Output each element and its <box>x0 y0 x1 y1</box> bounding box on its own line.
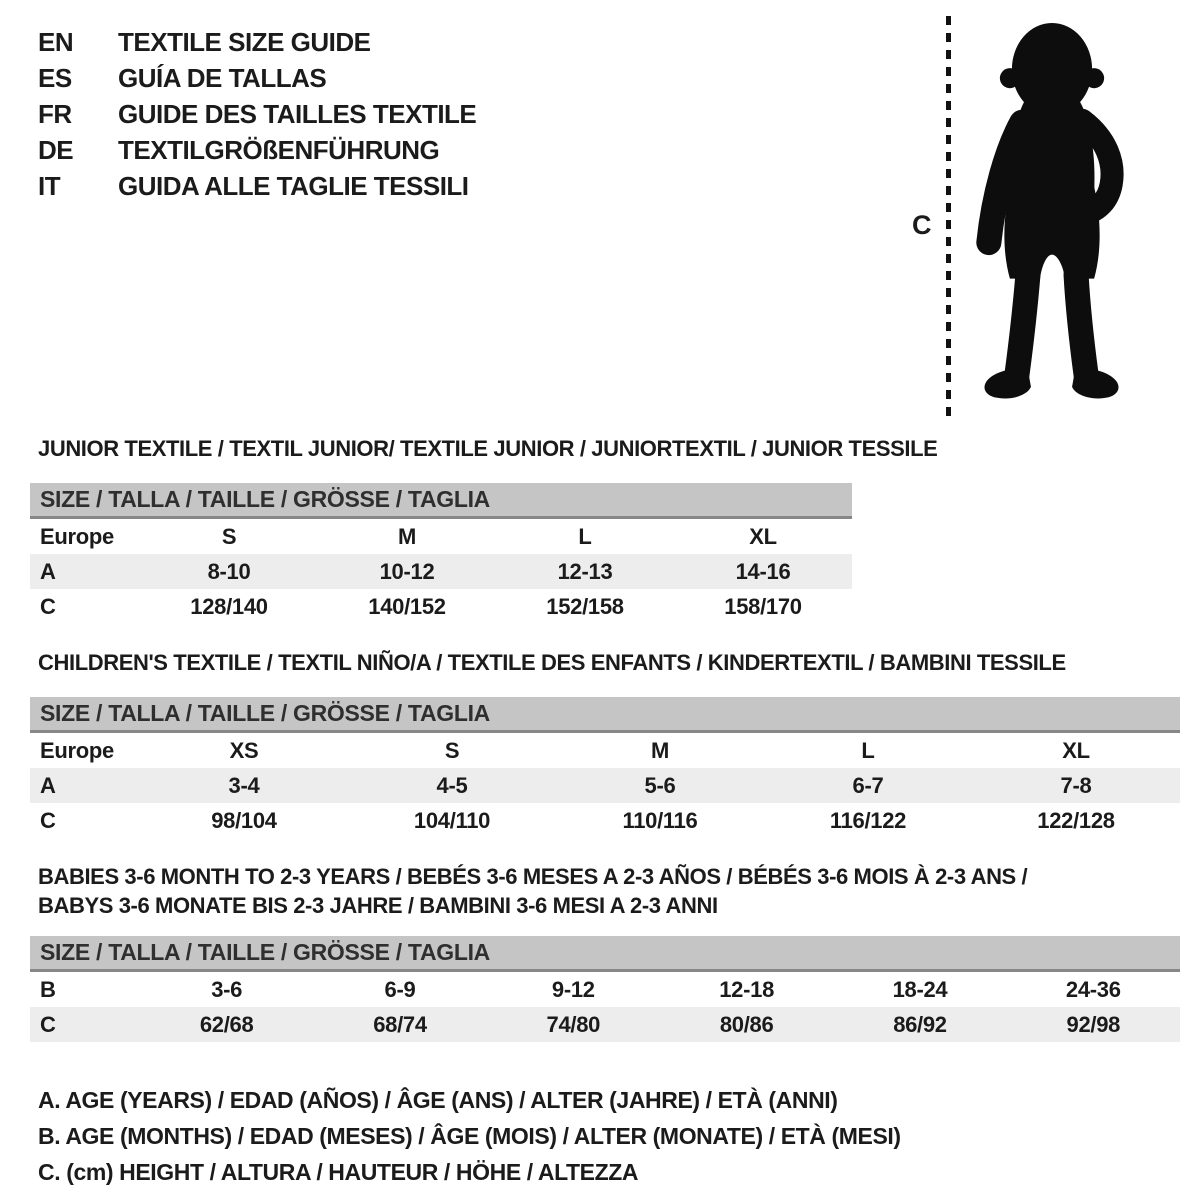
language-title: GUIDA ALLE TAGLIE TESSILI <box>118 170 469 201</box>
language-title: GUIDE DES TAILLES TEXTILE <box>118 98 477 129</box>
language-list <box>38 24 476 204</box>
section-heading: BABYS 3-6 MONATE BIS 2-3 JAHRE / BAMBINI 3-6 MESI A 2-3 ANNI <box>38 893 718 918</box>
cell-value: 140/152 <box>368 593 446 619</box>
height-figure <box>900 12 1160 422</box>
row-label: B <box>40 976 56 1002</box>
size-header-label: SIZE / TALLA / TAILLE / GRÖSSE / TAGLIA <box>40 939 490 965</box>
row-label: A <box>40 772 56 798</box>
toddler-silhouette-icon <box>962 12 1138 418</box>
table-row-c <box>30 803 1180 838</box>
cell-value: 110/116 <box>622 807 698 833</box>
section-heading-block <box>30 434 1186 463</box>
table-row-c <box>30 589 852 624</box>
language-code: ES <box>38 62 72 93</box>
row-label: A <box>40 558 56 584</box>
legend-line-a: A. AGE (YEARS) / EDAD (AÑOS) / ÂGE (ANS) / ALTER (JAHRE) / ETÀ (ANNI) <box>38 1087 838 1113</box>
cell-value: 3-4 <box>228 772 260 798</box>
section-1 <box>30 648 1186 838</box>
cell-value: 3-6 <box>211 976 243 1002</box>
language-title: TEXTILGRÖßENFÜHRUNG <box>118 134 440 165</box>
cell-value: 92/98 <box>1066 1011 1121 1037</box>
cell-value: S <box>221 523 237 549</box>
cell-value: 122/128 <box>1037 807 1115 833</box>
cell-value: M <box>650 737 670 763</box>
cell-value: 116/122 <box>829 807 907 833</box>
cell-value: 4-5 <box>436 772 468 798</box>
height-label-c: C <box>912 210 932 240</box>
size-header-label: SIZE / TALLA / TAILLE / GRÖSSE / TAGLIA <box>40 486 490 512</box>
cell-value: 98/104 <box>211 807 277 833</box>
cell-value: 80/86 <box>719 1011 774 1037</box>
legend-line-b: B. AGE (MONTHS) / EDAD (MESES) / ÂGE (MOIS) / ALTER (MONATE) / ETÀ (MESI) <box>38 1123 901 1149</box>
size-tables <box>30 434 1186 1190</box>
section-2 <box>30 862 1186 1042</box>
size-header-bar <box>30 936 1180 972</box>
table-row-a <box>30 554 852 589</box>
size-header-bar <box>30 483 852 519</box>
row-label: Europe <box>40 737 114 763</box>
cell-value: 86/92 <box>893 1011 947 1037</box>
cell-value: 158/170 <box>724 593 802 619</box>
cell-value: L <box>578 523 592 549</box>
row-label: Europe <box>40 523 114 549</box>
row-label: C <box>40 593 56 619</box>
section-0 <box>30 434 1186 624</box>
section-heading: BABIES 3-6 MONTH TO 2-3 YEARS / BEBÉS 3-6 MESES A 2-3 AÑOS / BÉBÉS 3-6 MOIS À 2-3 ANS / <box>38 864 1028 889</box>
section-heading: CHILDREN'S TEXTILE / TEXTIL NIÑO/A / TEXTILE DES ENFANTS / KINDERTEXTIL / BAMBINI TESSILE <box>38 650 1066 675</box>
cell-value: 14-16 <box>735 558 791 584</box>
cell-value: 128/140 <box>190 593 268 619</box>
cell-value: M <box>397 523 417 549</box>
cell-value: 74/80 <box>546 1011 601 1037</box>
section-heading-block <box>30 648 1186 677</box>
cell-value: S <box>444 737 460 763</box>
cell-value: L <box>861 737 875 763</box>
size-table <box>30 733 1180 838</box>
height-measure-line <box>944 12 953 420</box>
row-label: C <box>40 807 56 833</box>
cell-value: XL <box>749 523 777 549</box>
cell-value: 5-6 <box>644 772 676 798</box>
language-row-en <box>38 24 476 60</box>
size-header-bar <box>30 697 1180 733</box>
language-title: GUÍA DE TALLAS <box>118 62 327 93</box>
cell-value: 18-24 <box>892 976 948 1002</box>
cell-value: 6-7 <box>852 772 884 798</box>
table-row-b <box>30 972 1180 1007</box>
cell-value: 12-18 <box>719 976 775 1002</box>
table-row-c <box>30 1007 1180 1042</box>
table-row-europe <box>30 519 852 554</box>
cell-value: 9-12 <box>551 976 595 1002</box>
row-label: C <box>40 1011 56 1037</box>
section-heading-block <box>30 862 1186 920</box>
language-row-it <box>38 168 476 204</box>
cell-value: 104/110 <box>413 807 491 833</box>
cell-value: XL <box>1062 737 1090 763</box>
size-table <box>30 972 1180 1042</box>
language-row-fr <box>38 96 476 132</box>
language-title: TEXTILE SIZE GUIDE <box>118 26 371 57</box>
cell-value: 8-10 <box>207 558 251 584</box>
table-row-europe <box>30 733 1180 768</box>
cell-value: XS <box>229 737 259 763</box>
cell-value: 6-9 <box>384 976 416 1002</box>
language-code: IT <box>38 170 61 201</box>
legend-line-c: C. (cm) HEIGHT / ALTURA / HAUTEUR / HÖHE / ALTEZZA <box>38 1159 639 1185</box>
cell-value: 10-12 <box>379 558 435 584</box>
cell-value: 68/74 <box>373 1011 427 1037</box>
language-code: DE <box>38 134 74 165</box>
table-row-a <box>30 768 1180 803</box>
section-heading: JUNIOR TEXTILE / TEXTIL JUNIOR/ TEXTILE JUNIOR / JUNIORTEXTIL / JUNIOR TESSILE <box>38 436 938 461</box>
cell-value: 24-36 <box>1065 976 1121 1002</box>
size-table <box>30 519 852 624</box>
legend <box>38 1082 1186 1190</box>
cell-value: 12-13 <box>557 558 613 584</box>
cell-value: 7-8 <box>1060 772 1092 798</box>
language-code: FR <box>38 98 72 129</box>
language-row-es <box>38 60 476 96</box>
cell-value: 152/158 <box>546 593 624 619</box>
cell-value: 62/68 <box>199 1011 254 1037</box>
size-header-label: SIZE / TALLA / TAILLE / GRÖSSE / TAGLIA <box>40 700 490 726</box>
language-code: EN <box>38 26 74 57</box>
language-row-de <box>38 132 476 168</box>
